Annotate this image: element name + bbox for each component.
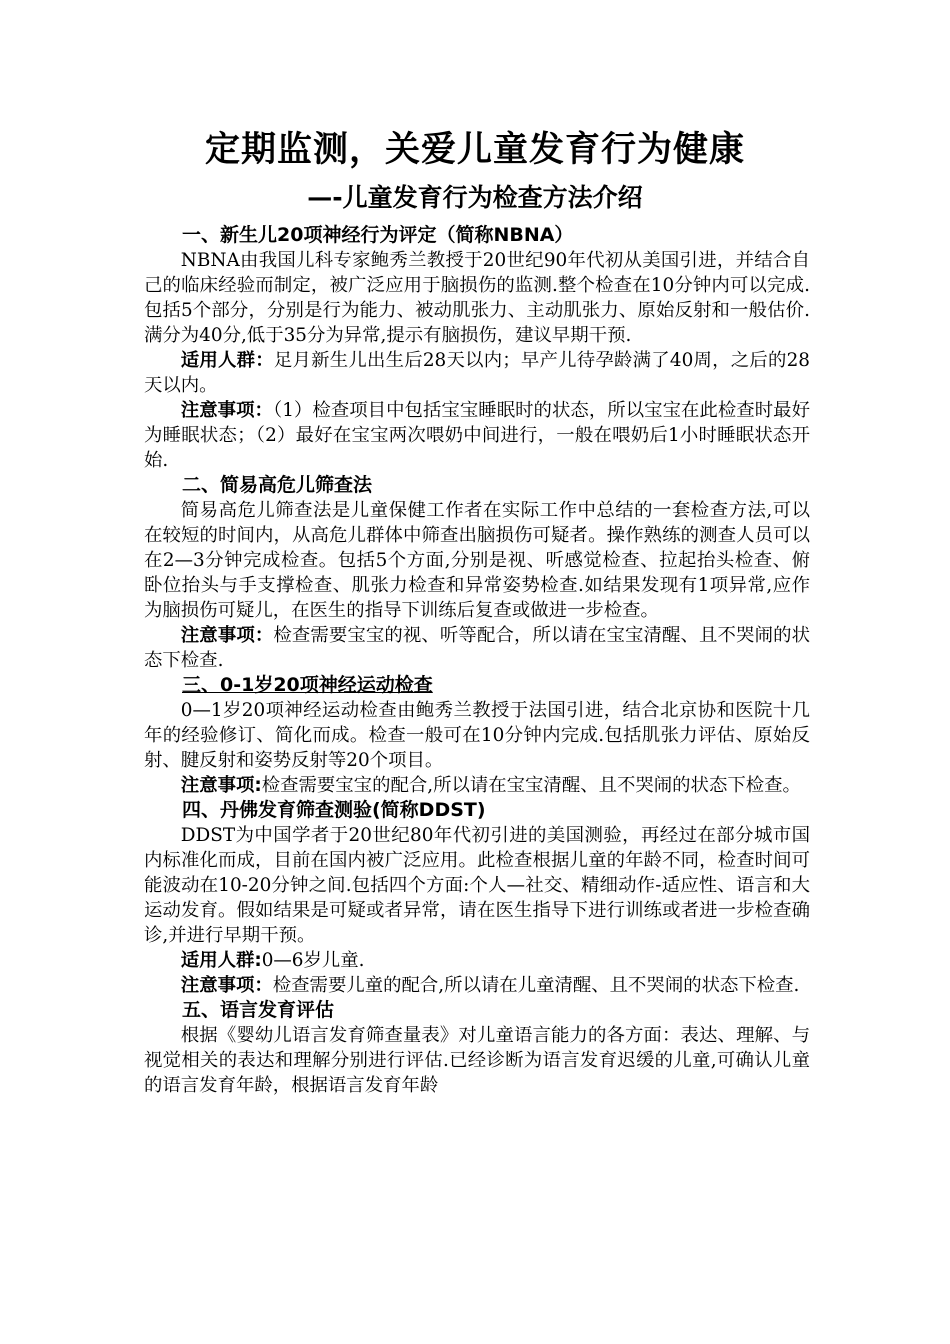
text: （1）检查项目中包括宝宝睡眠时的状态，所以宝宝在此检查时最好为睡眠状态；（2）最好在宝宝两次喂奶中间进行，一般在喂奶后1小时睡眠状态开始.: [144, 400, 810, 471]
paragraph: [144, 623, 810, 673]
document-body: [144, 223, 810, 1098]
text: 足月新生儿出生后28天以内；早产儿待孕龄满了40周，之后的28天以内。: [144, 350, 810, 396]
section-heading-high-risk-screening: 二、简易高危儿筛查法: [182, 474, 373, 496]
text: 0—6岁儿童.: [261, 950, 365, 971]
page-title: 定期监测，关爱儿童发育行为健康: [204, 130, 745, 170]
underlined-heading-text: 三、0-1岁20项神经运动检查: [182, 674, 433, 696]
section-heading-neuromotor: [144, 673, 810, 698]
label-notes: 注意事项：: [180, 625, 274, 646]
label-target-population: 适用人群:: [180, 950, 262, 971]
paragraph: [144, 348, 810, 398]
paragraph: NBNA由我国儿科专家鲍秀兰教授于20世纪90年代初从美国引进，并结合自己的临床经验而制定，被广泛应用于脑损伤的监测.整个检查在10分钟内可以完成.包括5个部分，分别是行为能力、被动肌张力、主动肌张力、原始反射和一般估价.满分为40分,低于35分为异常,提示有脑损伤，建议早期干预.: [144, 250, 810, 346]
section-heading-ddst: 四、丹佛发育筛查测验(简称DDST): [182, 799, 486, 821]
label-notes: 注意事项：: [180, 400, 273, 421]
paragraph: [144, 973, 810, 998]
paragraph: 根据《婴幼儿语言发育筛查量表》对儿童语言能力的各方面：表达、理解、与视觉相关的表达和理解分别进行评估.已经诊断为语言发育迟缓的儿童,可确认儿童的语言发育年龄，根据语言发育年龄: [144, 1025, 810, 1096]
paragraph: 0—1岁20项神经运动检查由鲍秀兰教授于法国引进，结合北京协和医院十几年的经验修订、简化而成。检查一般可在10分钟内完成.包括肌张力评估、原始反射、腱反射和姿势反射等20个项目。: [144, 700, 810, 771]
paragraph: 简易高危儿筛查法是儿童保健工作者在实际工作中总结的一套检查方法,可以在较短的时间内，从高危儿群体中筛查出脑损伤可疑者。操作熟练的测查人员可以在2—3分钟完成检查。包括5个方面,分别是视、听感觉检查、拉起抬头检查、俯卧位抬头与手支撑检查、肌张力检查和异常姿势检查.如结果发现有1项异常,应作为脑损伤可疑儿，在医生的指导下训练后复查或做进一步检查。: [144, 500, 810, 621]
text: 检查需要宝宝的配合,所以请在宝宝清醒、且不哭闹的状态下检查。: [261, 775, 801, 796]
paragraph: [144, 948, 810, 973]
text: 检查需要宝宝的视、听等配合，所以请在宝宝清醒、且不哭闹的状态下检查.: [144, 625, 810, 671]
text: 检查需要儿童的配合,所以请在儿童清醒、且不哭闹的状态下检查.: [272, 975, 800, 996]
paragraph: DDST为中国学者于20世纪80年代初引进的美国测验，再经过在部分城市国内标准化而成，目前在国内被广泛应用。此检查根据儿童的年龄不同，检查时间可能波动在10-20分钟之间.包括四个方面:个人—社交、精细动作-适应性、语言和大运动发育。假如结果是可疑或者异常，请在医生指导下进行训练或者进一步检查确诊,并进行早期干预。: [144, 825, 810, 946]
section-heading-language: 五、语言发育评估: [182, 999, 335, 1021]
section-heading-nbna: 一、新生儿20项神经行为评定（简称NBNA）: [182, 224, 574, 246]
paragraph: [144, 398, 810, 473]
page-subtitle: —-儿童发育行为检查方法介绍: [307, 183, 643, 212]
label-target-population: 适用人群：: [180, 350, 274, 371]
label-notes: 注意事项：: [180, 975, 273, 996]
paragraph: [144, 773, 810, 798]
label-notes: 注意事项:: [180, 775, 262, 796]
